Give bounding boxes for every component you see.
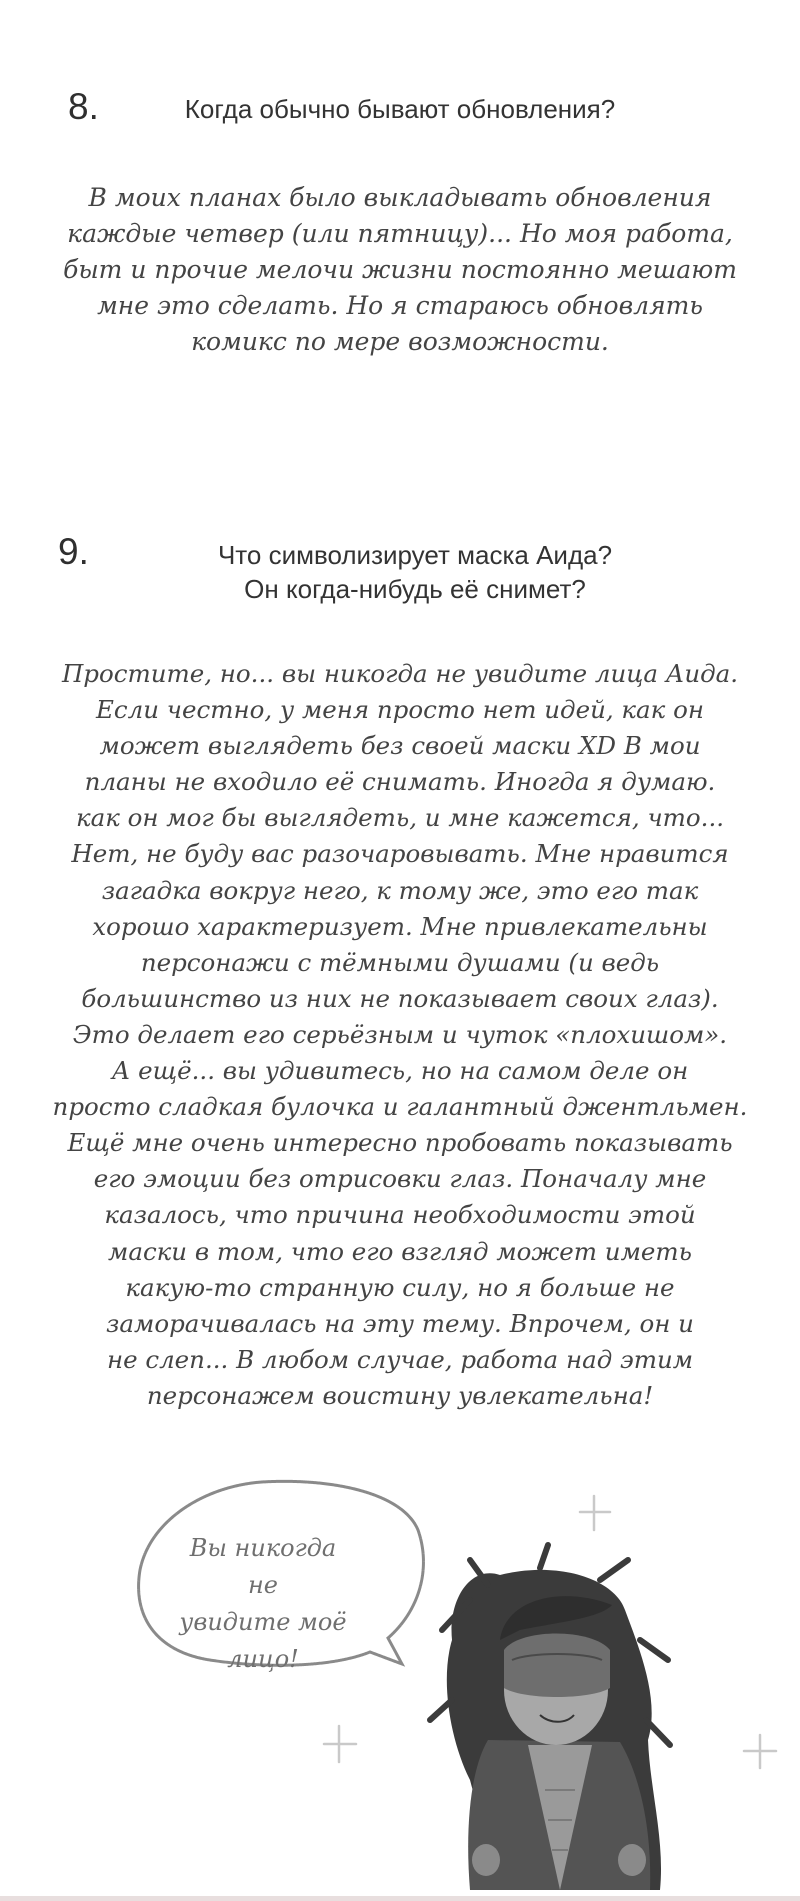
answer-8-line: быт и прочие мелочи жизни постоянно мешают <box>63 255 737 284</box>
answer-9-line: персонажем воистину увлекательна! <box>146 1380 654 1410</box>
answer-9-line: персонажи с тёмными душами (и ведь <box>140 947 660 977</box>
speech-bubble-line: Вы никогда не <box>189 1534 337 1599</box>
question-number-9: 9. <box>58 531 89 572</box>
answer-9-line: Простите, но... вы никогда не увидите лица Аида. <box>61 659 739 688</box>
answer-9-line: какую-то странную силу, но я больше не <box>125 1272 675 1302</box>
answer-9-line: его эмоции без отрисовки глаз. Поначалу мне <box>93 1164 707 1194</box>
answer-8-line: В моих планах было выкладывать обновления <box>88 183 712 212</box>
answer-9-line: загадка вокруг него, к тому же, это его так <box>101 875 699 905</box>
answer-9-line: Ещё мне очень интересно пробовать показывать <box>67 1128 733 1158</box>
bottom-divider <box>0 1896 800 1901</box>
answer-9-line: может выглядеть без своей маски XD В мои <box>99 731 701 761</box>
answer-9-line: Нет, не буду вас разочаровывать. Мне нравится <box>71 839 729 869</box>
answer-9-line: маски в том, что его взгляд может иметь <box>108 1236 692 1266</box>
speech-bubble-line: лицо! <box>227 1645 299 1673</box>
answer-9-line: А ещё... вы удивитесь, но на самом деле он <box>111 1056 689 1086</box>
question-9-line: Что символизирует маска Аида? <box>217 540 613 570</box>
answer-9-line: казалось, что причина необходимости этой <box>104 1200 696 1230</box>
speech-bubble-text <box>178 1530 348 1678</box>
question-9-line: Он когда-нибудь её снимет? <box>244 574 586 604</box>
answer-9-line: хорошо характеризует. Мне привлекательны <box>92 911 708 941</box>
hades-chibi-icon <box>430 1545 670 1890</box>
sparkle-icon <box>744 1735 776 1768</box>
question-number-8: 8. <box>68 86 99 127</box>
answer-9-line: как он мог бы выглядеть, и мне кажется, что... <box>75 803 725 833</box>
answer-9-line: заморачивалась на эту тему. Впрочем, он и <box>106 1308 694 1338</box>
answer-9-line: большинство из них не показывает своих глаз). <box>81 983 719 1013</box>
answer-8-line: каждые четвер (или пятницу)... Но моя работа, <box>67 219 733 248</box>
answer-9-line: планы не входило её снимать. Иногда я думаю. <box>84 767 716 797</box>
answer-9-line: Это делает его серьёзным и чуток «плохишом». <box>72 1019 728 1049</box>
question-8-line: Когда обычно бывают обновления? <box>184 94 616 124</box>
answer-8-line: мне это сделать. Но я стараюсь обновлять <box>97 291 703 320</box>
sparkle-icon <box>324 1726 356 1762</box>
answer-8-line: комикс по мере возможности. <box>191 327 609 356</box>
answer-9-line: Если честно, у меня просто нет идей, как он <box>96 695 704 725</box>
speech-bubble-line: увидите моё <box>179 1608 347 1636</box>
answer-9-line: не слеп... В любом случае, работа над этим <box>106 1344 694 1374</box>
sparkle-icon <box>580 1496 610 1530</box>
answer-9-line: просто сладкая булочка и галантный джентльмен. <box>52 1092 748 1122</box>
